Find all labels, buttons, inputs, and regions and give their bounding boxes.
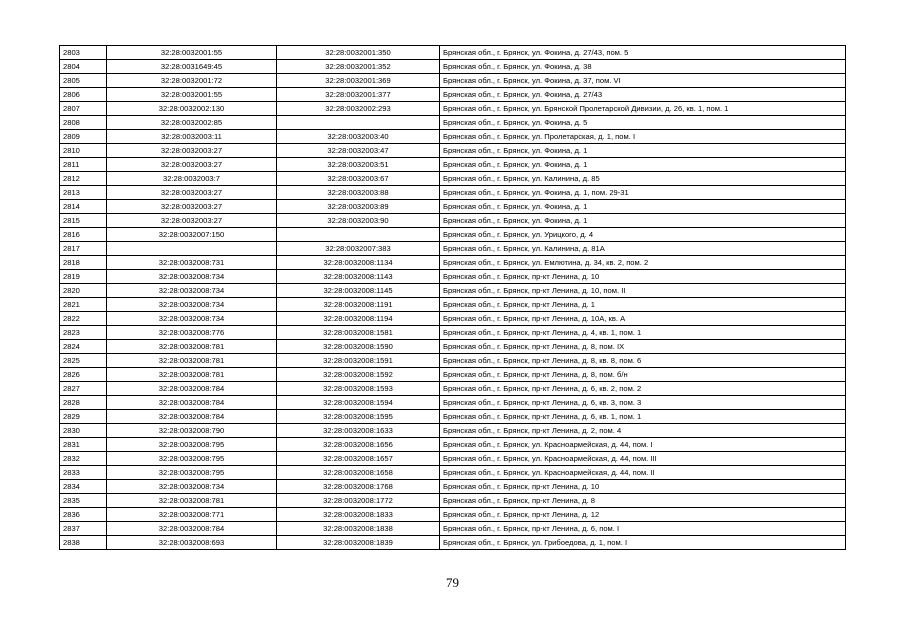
address-cell: Брянская обл., г. Брянск, пр-кт Ленина, д. 8, пом. IX bbox=[440, 340, 846, 354]
address-cell: Брянская обл., г. Брянск, ул. Калинина, д. 85 bbox=[440, 172, 846, 186]
land-cadastral-number-cell: 32:28:0032001:55 bbox=[107, 46, 277, 60]
table-row bbox=[60, 382, 846, 396]
land-cadastral-number-cell: 32:28:0032003:27 bbox=[107, 158, 277, 172]
table-body bbox=[60, 46, 846, 550]
land-cadastral-number-cell: 32:28:0032008:790 bbox=[107, 424, 277, 438]
land-cadastral-number-cell: 32:28:0031649:45 bbox=[107, 60, 277, 74]
address-cell: Брянская обл., г. Брянск, ул. Фокина, д. 1, пом. 29-31 bbox=[440, 186, 846, 200]
object-cadastral-number-cell: 32:28:0032001:377 bbox=[277, 88, 440, 102]
object-cadastral-number-cell: 32:28:0032008:1595 bbox=[277, 410, 440, 424]
land-cadastral-number-cell: 32:28:0032001:55 bbox=[107, 88, 277, 102]
row-number-cell: 2830 bbox=[60, 424, 107, 438]
table-row bbox=[60, 186, 846, 200]
row-number-cell: 2827 bbox=[60, 382, 107, 396]
object-cadastral-number-cell: 32:28:0032008:1590 bbox=[277, 340, 440, 354]
row-number-cell: 2834 bbox=[60, 480, 107, 494]
address-cell: Брянская обл., г. Брянск, пр-кт Ленина, д. 8, пом. б/н bbox=[440, 368, 846, 382]
row-number-cell: 2806 bbox=[60, 88, 107, 102]
row-number-cell: 2838 bbox=[60, 536, 107, 550]
table-row bbox=[60, 494, 846, 508]
object-cadastral-number-cell: 32:28:0032003:89 bbox=[277, 200, 440, 214]
object-cadastral-number-cell: 32:28:0032007:383 bbox=[277, 242, 440, 256]
land-cadastral-number-cell: 32:28:0032008:771 bbox=[107, 508, 277, 522]
table-row bbox=[60, 256, 846, 270]
address-cell: Брянская обл., г. Брянск, ул. Фокина, д. 1 bbox=[440, 200, 846, 214]
object-cadastral-number-cell: 32:28:0032008:1591 bbox=[277, 354, 440, 368]
table-row bbox=[60, 480, 846, 494]
address-cell: Брянская обл., г. Брянск, пр-кт Ленина, д. 6, кв. 1, пом. 1 bbox=[440, 410, 846, 424]
table-row bbox=[60, 144, 846, 158]
table-row bbox=[60, 158, 846, 172]
table-row bbox=[60, 46, 846, 60]
object-cadastral-number-cell: 32:28:0032001:352 bbox=[277, 60, 440, 74]
land-cadastral-number-cell: 32:28:0032008:795 bbox=[107, 438, 277, 452]
object-cadastral-number-cell: 32:28:0032003:47 bbox=[277, 144, 440, 158]
table-row bbox=[60, 368, 846, 382]
object-cadastral-number-cell: 32:28:0032008:1581 bbox=[277, 326, 440, 340]
row-number-cell: 2821 bbox=[60, 298, 107, 312]
object-cadastral-number-cell: 32:28:0032008:1833 bbox=[277, 508, 440, 522]
object-cadastral-number-cell: 32:28:0032003:88 bbox=[277, 186, 440, 200]
row-number-cell: 2805 bbox=[60, 74, 107, 88]
land-cadastral-number-cell bbox=[107, 242, 277, 256]
object-cadastral-number-cell: 32:28:0032008:1633 bbox=[277, 424, 440, 438]
address-cell: Брянская обл., г. Брянск, ул. Урицкого, д. 4 bbox=[440, 228, 846, 242]
table-row bbox=[60, 298, 846, 312]
land-cadastral-number-cell: 32:28:0032002:130 bbox=[107, 102, 277, 116]
land-cadastral-number-cell: 32:28:0032008:776 bbox=[107, 326, 277, 340]
land-cadastral-number-cell: 32:28:0032008:734 bbox=[107, 284, 277, 298]
table-row bbox=[60, 396, 846, 410]
address-cell: Брянская обл., г. Брянск, ул. Фокина, д. 1 bbox=[440, 214, 846, 228]
object-cadastral-number-cell: 32:28:0032008:1191 bbox=[277, 298, 440, 312]
land-cadastral-number-cell: 32:28:0032008:795 bbox=[107, 466, 277, 480]
row-number-cell: 2828 bbox=[60, 396, 107, 410]
land-cadastral-number-cell: 32:28:0032008:734 bbox=[107, 312, 277, 326]
object-cadastral-number-cell: 32:28:0032008:1839 bbox=[277, 536, 440, 550]
address-cell: Брянская обл., г. Брянск, ул. Фокина, д. 27/43 bbox=[440, 88, 846, 102]
row-number-cell: 2810 bbox=[60, 144, 107, 158]
row-number-cell: 2816 bbox=[60, 228, 107, 242]
row-number-cell: 2831 bbox=[60, 438, 107, 452]
table-row bbox=[60, 354, 846, 368]
land-cadastral-number-cell: 32:28:0032007:150 bbox=[107, 228, 277, 242]
table-row bbox=[60, 200, 846, 214]
table-row bbox=[60, 410, 846, 424]
address-cell: Брянская обл., г. Брянск, пр-кт Ленина, д. 10, пом. II bbox=[440, 284, 846, 298]
address-cell: Брянская обл., г. Брянск, ул. Фокина, д. 38 bbox=[440, 60, 846, 74]
table-row bbox=[60, 74, 846, 88]
object-cadastral-number-cell: 32:28:0032001:350 bbox=[277, 46, 440, 60]
object-cadastral-number-cell: 32:28:0032003:40 bbox=[277, 130, 440, 144]
object-cadastral-number-cell: 32:28:0032001:369 bbox=[277, 74, 440, 88]
row-number-cell: 2815 bbox=[60, 214, 107, 228]
table-row bbox=[60, 172, 846, 186]
row-number-cell: 2835 bbox=[60, 494, 107, 508]
table-row bbox=[60, 452, 846, 466]
row-number-cell: 2820 bbox=[60, 284, 107, 298]
row-number-cell: 2825 bbox=[60, 354, 107, 368]
table-row bbox=[60, 270, 846, 284]
object-cadastral-number-cell: 32:28:0032008:1594 bbox=[277, 396, 440, 410]
object-cadastral-number-cell: 32:28:0032008:1656 bbox=[277, 438, 440, 452]
land-cadastral-number-cell: 32:28:0032008:784 bbox=[107, 382, 277, 396]
object-cadastral-number-cell: 32:28:0032008:1134 bbox=[277, 256, 440, 270]
address-cell: Брянская обл., г. Брянск, пр-кт Ленина, д. 8 bbox=[440, 494, 846, 508]
address-cell: Брянская обл., г. Брянск, ул. Фокина, д. 27/43, пом. 5 bbox=[440, 46, 846, 60]
object-cadastral-number-cell: 32:28:0032008:1657 bbox=[277, 452, 440, 466]
land-cadastral-number-cell: 32:28:0032003:27 bbox=[107, 186, 277, 200]
address-cell: Брянская обл., г. Брянск, пр-кт Ленина, д. 1 bbox=[440, 298, 846, 312]
row-number-cell: 2819 bbox=[60, 270, 107, 284]
object-cadastral-number-cell bbox=[277, 228, 440, 242]
row-number-cell: 2817 bbox=[60, 242, 107, 256]
table-row bbox=[60, 130, 846, 144]
row-number-cell: 2833 bbox=[60, 466, 107, 480]
row-number-cell: 2823 bbox=[60, 326, 107, 340]
land-cadastral-number-cell: 32:28:0032002:85 bbox=[107, 116, 277, 130]
object-cadastral-number-cell: 32:28:0032008:1143 bbox=[277, 270, 440, 284]
row-number-cell: 2811 bbox=[60, 158, 107, 172]
table-row bbox=[60, 340, 846, 354]
row-number-cell: 2807 bbox=[60, 102, 107, 116]
row-number-cell: 2808 bbox=[60, 116, 107, 130]
row-number-cell: 2829 bbox=[60, 410, 107, 424]
table-row bbox=[60, 466, 846, 480]
address-cell: Брянская обл., г. Брянск, ул. Грибоедова, д. 1, пом. I bbox=[440, 536, 846, 550]
object-cadastral-number-cell: 32:28:0032003:90 bbox=[277, 214, 440, 228]
row-number-cell: 2804 bbox=[60, 60, 107, 74]
table-row bbox=[60, 424, 846, 438]
table-row bbox=[60, 522, 846, 536]
object-cadastral-number-cell: 32:28:0032008:1194 bbox=[277, 312, 440, 326]
table-row bbox=[60, 326, 846, 340]
table-row bbox=[60, 242, 846, 256]
address-cell: Брянская обл., г. Брянск, пр-кт Ленина, д. 10 bbox=[440, 270, 846, 284]
object-cadastral-number-cell: 32:28:0032008:1772 bbox=[277, 494, 440, 508]
land-cadastral-number-cell: 32:28:0032008:795 bbox=[107, 452, 277, 466]
address-cell: Брянская обл., г. Брянск, ул. Фокина, д. 1 bbox=[440, 144, 846, 158]
land-cadastral-number-cell: 32:28:0032008:781 bbox=[107, 340, 277, 354]
table-row bbox=[60, 508, 846, 522]
object-cadastral-number-cell: 32:28:0032008:1593 bbox=[277, 382, 440, 396]
property-register-table bbox=[59, 45, 846, 550]
land-cadastral-number-cell: 32:28:0032008:693 bbox=[107, 536, 277, 550]
address-cell: Брянская обл., г. Брянск, ул. Калинина, д. 81А bbox=[440, 242, 846, 256]
row-number-cell: 2814 bbox=[60, 200, 107, 214]
object-cadastral-number-cell: 32:28:0032008:1838 bbox=[277, 522, 440, 536]
address-cell: Брянская обл., г. Брянск, пр-кт Ленина, д. 6, пом. I bbox=[440, 522, 846, 536]
row-number-cell: 2803 bbox=[60, 46, 107, 60]
address-cell: Брянская обл., г. Брянск, пр-кт Ленина, д. 10 bbox=[440, 480, 846, 494]
address-cell: Брянская обл., г. Брянск, пр-кт Ленина, д. 6, кв. 2, пом. 2 bbox=[440, 382, 846, 396]
object-cadastral-number-cell: 32:28:0032002:293 bbox=[277, 102, 440, 116]
table-row bbox=[60, 116, 846, 130]
table-row bbox=[60, 214, 846, 228]
land-cadastral-number-cell: 32:28:0032008:781 bbox=[107, 354, 277, 368]
row-number-cell: 2832 bbox=[60, 452, 107, 466]
land-cadastral-number-cell: 32:28:0032008:731 bbox=[107, 256, 277, 270]
table-row bbox=[60, 102, 846, 116]
land-cadastral-number-cell: 32:28:0032008:734 bbox=[107, 270, 277, 284]
address-cell: Брянская обл., г. Брянск, пр-кт Ленина, д. 2, пом. 4 bbox=[440, 424, 846, 438]
land-cadastral-number-cell: 32:28:0032001:72 bbox=[107, 74, 277, 88]
row-number-cell: 2813 bbox=[60, 186, 107, 200]
address-cell: Брянская обл., г. Брянск, ул. Фокина, д. 5 bbox=[440, 116, 846, 130]
table-row bbox=[60, 60, 846, 74]
address-cell: Брянская обл., г. Брянск, ул. Красноармейская, д. 44, пом. II bbox=[440, 466, 846, 480]
address-cell: Брянская обл., г. Брянск, пр-кт Ленина, д. 10А, кв. А bbox=[440, 312, 846, 326]
land-cadastral-number-cell: 32:28:0032003:7 bbox=[107, 172, 277, 186]
table-row bbox=[60, 284, 846, 298]
address-cell: Брянская обл., г. Брянск, ул. Фокина, д. 37, пом. VI bbox=[440, 74, 846, 88]
object-cadastral-number-cell: 32:28:0032003:67 bbox=[277, 172, 440, 186]
land-cadastral-number-cell: 32:28:0032003:27 bbox=[107, 214, 277, 228]
row-number-cell: 2837 bbox=[60, 522, 107, 536]
address-cell: Брянская обл., г. Брянск, пр-кт Ленина, д. 6, кв. 3, пом. 3 bbox=[440, 396, 846, 410]
object-cadastral-number-cell: 32:28:0032003:51 bbox=[277, 158, 440, 172]
table-row bbox=[60, 228, 846, 242]
land-cadastral-number-cell: 32:28:0032008:784 bbox=[107, 410, 277, 424]
row-number-cell: 2812 bbox=[60, 172, 107, 186]
address-cell: Брянская обл., г. Брянск, пр-кт Ленина, д. 4, кв. 1, пом. 1 bbox=[440, 326, 846, 340]
object-cadastral-number-cell: 32:28:0032008:1592 bbox=[277, 368, 440, 382]
address-cell: Брянская обл., г. Брянск, пр-кт Ленина, д. 8, кв. 8, пом. 6 bbox=[440, 354, 846, 368]
object-cadastral-number-cell: 32:28:0032008:1768 bbox=[277, 480, 440, 494]
row-number-cell: 2818 bbox=[60, 256, 107, 270]
land-cadastral-number-cell: 32:28:0032003:27 bbox=[107, 200, 277, 214]
land-cadastral-number-cell: 32:28:0032008:734 bbox=[107, 480, 277, 494]
table-row bbox=[60, 536, 846, 550]
row-number-cell: 2826 bbox=[60, 368, 107, 382]
address-cell: Брянская обл., г. Брянск, ул. Фокина, д. 1 bbox=[440, 158, 846, 172]
row-number-cell: 2824 bbox=[60, 340, 107, 354]
address-cell: Брянская обл., г. Брянск, пр-кт Ленина, д. 12 bbox=[440, 508, 846, 522]
row-number-cell: 2836 bbox=[60, 508, 107, 522]
address-cell: Брянская обл., г. Брянск, ул. Красноармейская, д. 44, пом. III bbox=[440, 452, 846, 466]
land-cadastral-number-cell: 32:28:0032008:784 bbox=[107, 522, 277, 536]
page-number: 79 bbox=[446, 575, 459, 590]
row-number-cell: 2809 bbox=[60, 130, 107, 144]
object-cadastral-number-cell: 32:28:0032008:1658 bbox=[277, 466, 440, 480]
object-cadastral-number-cell: 32:28:0032008:1145 bbox=[277, 284, 440, 298]
object-cadastral-number-cell bbox=[277, 116, 440, 130]
land-cadastral-number-cell: 32:28:0032008:734 bbox=[107, 298, 277, 312]
address-cell: Брянская обл., г. Брянск, ул. Брянской Пролетарской Дивизии, д. 26, кв. 1, пом. 1 bbox=[440, 102, 846, 116]
table-row bbox=[60, 88, 846, 102]
land-cadastral-number-cell: 32:28:0032008:781 bbox=[107, 368, 277, 382]
row-number-cell: 2822 bbox=[60, 312, 107, 326]
address-cell: Брянская обл., г. Брянск, ул. Емлютина, д. 34, кв. 2, пом. 2 bbox=[440, 256, 846, 270]
table-row bbox=[60, 438, 846, 452]
land-cadastral-number-cell: 32:28:0032003:11 bbox=[107, 130, 277, 144]
land-cadastral-number-cell: 32:28:0032003:27 bbox=[107, 144, 277, 158]
address-cell: Брянская обл., г. Брянск, ул. Красноармейская, д. 44, пом. I bbox=[440, 438, 846, 452]
table-row bbox=[60, 312, 846, 326]
land-cadastral-number-cell: 32:28:0032008:784 bbox=[107, 396, 277, 410]
address-cell: Брянская обл., г. Брянск, ул. Пролетарская, д. 1, пом. I bbox=[440, 130, 846, 144]
land-cadastral-number-cell: 32:28:0032008:781 bbox=[107, 494, 277, 508]
